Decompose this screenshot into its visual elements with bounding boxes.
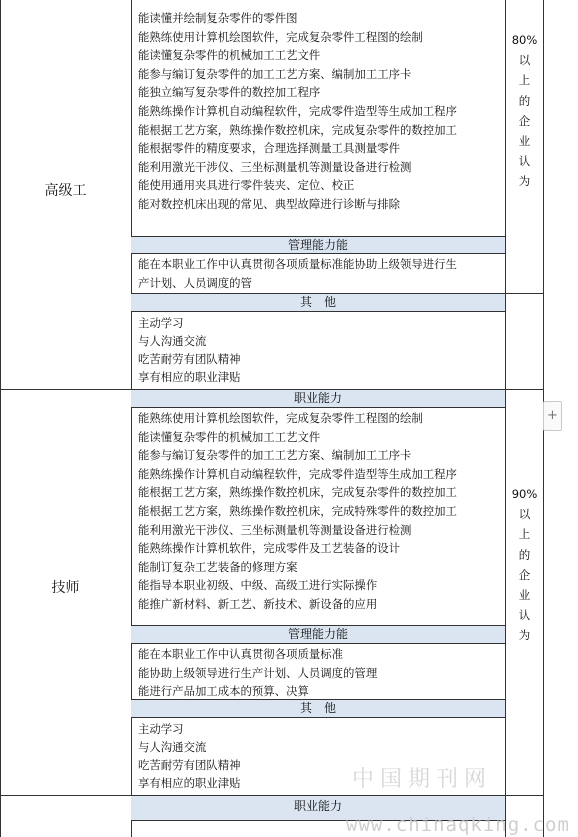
percent-char: 业 [518,588,531,603]
other-item: 主动学习 [138,316,184,330]
row-divider [131,311,505,312]
other-item: 吃苦耐劳有团队精神 [138,758,241,772]
mgmt-section-title: 管理能力能 [287,627,348,641]
other-item: 享有相应的职业津贴 [138,370,241,384]
senior-percent-note [506,30,543,192]
skill-item: 能根据零件的精度要求，合理选择测量工具测量零件 [138,141,400,156]
level-label-senior: 高级工 [44,183,87,199]
skill-item: 能熟练操作计算机自动编程软件，完成零件造型等生成加工程序 [138,103,457,118]
skill-item: 能熟练操作计算机自动编程软件，完成零件造型等生成加工程序 [138,466,457,481]
other-item: 与人沟通交流 [138,334,207,348]
watermark-text: 中国期刊网 [352,767,493,792]
percent-char: 认 [518,608,531,623]
skill-item: 能熟练使用计算机绘图软件，完成复杂零件工程图的绘制 [138,29,423,44]
senior-skill-list [138,9,457,214]
add-button[interactable]: + [543,401,562,431]
skill-item: 能根据工艺方案，熟练操作数控机床，完成特殊零件的数控加工 [138,503,457,518]
mgmt-item: 能进行产品加工成本的预算、决算 [138,684,309,699]
skill-item: 能读懂复杂零件的机械加工工艺文件 [138,48,321,63]
percent-char: 企 [518,567,531,582]
percent-value: 90% [511,487,538,501]
technician-percent-note [506,484,543,646]
skill-item: 能参与编订复杂零件的加工工艺方案、编制加工工序卡 [138,66,412,81]
skill-item: 能利用激光干涉仪、三坐标测量机等测量设备进行检测 [138,522,412,537]
mgmt-item: 能在本职业工作中认真贯彻各项质量标准 [138,647,344,661]
skill-item: 能独立编写复杂零件的数控加工程序 [138,85,321,100]
percent-char: 以 [518,53,531,68]
prof-section-title: 职业能力 [293,391,342,405]
mgmt-item: 能在本职业工作中认真贯彻各项质量标准能协助上级领导进行生 [138,257,457,271]
skill-item: 能根据工艺方案，熟练操作数控机床，完成复杂零件的数控加工 [138,122,457,137]
percent-char: 业 [518,134,531,149]
percent-char: 为 [518,174,531,189]
skill-item: 能参与编订复杂零件的加工工艺方案、编制加工工序卡 [138,448,412,463]
senior-mgmt-list [138,255,457,292]
percent-char: 的 [518,547,531,562]
percent-char: 以 [518,507,531,522]
mgmt-item: 能协助上级领导进行生产计划、人员调度的管理 [138,665,378,680]
prof-section-title: 职业能力 [293,799,342,813]
skill-item: 能利用激光干涉仪、三坐标测量机等测量设备进行检测 [138,159,412,174]
row-divider [131,253,505,254]
skill-item: 能制订复杂工艺装备的修理方案 [138,559,298,574]
row-divider [131,643,505,644]
level-label-technician: 技师 [51,580,80,596]
other-item: 吃苦耐劳有团队精神 [138,352,241,366]
other-section-title: 其 他 [299,701,336,715]
row-divider [131,407,505,408]
skill-item: 能读懂复杂零件的机械加工工艺文件 [138,429,321,444]
other-section-title: 其 他 [299,295,336,309]
skill-item: 能根据工艺方案，熟练操作数控机床，完成复杂零件的数控加工 [138,485,457,500]
skill-item: 能推广新材料、新工艺、新技术、新设备的应用 [138,596,378,611]
percent-char: 认 [518,154,531,169]
percent-char: 上 [518,527,531,542]
skill-item: 能读懂并绘制复杂零件的零件图 [138,11,298,25]
senior-other-list [138,314,241,386]
other-item: 主动学习 [138,722,184,736]
percent-char: 的 [518,93,531,108]
mgmt-item: 产计划、人员调度的管 [138,275,252,290]
row-divider [131,717,505,718]
technician-skill-list [138,409,457,614]
row-divider [0,795,544,796]
other-item: 享有相应的职业津贴 [138,776,241,790]
skill-item: 能指导本职业初级、中级、高级工进行实际操作 [138,578,378,593]
watermark-url: www.chinaqking.com [346,814,570,836]
percent-value: 80% [511,33,538,47]
other-item: 与人沟通交流 [138,740,207,754]
table-border-left [0,0,1,837]
skill-item: 能使用通用夹具进行零件装夹、定位、校正 [138,178,355,193]
skill-item: 能熟练使用计算机绘图软件，完成复杂零件工程图的绘制 [138,411,423,425]
percent-char: 为 [518,628,531,643]
technician-mgmt-list [138,645,377,701]
percent-char: 上 [518,73,531,88]
skill-item: 能熟练操作计算机软件，完成零件及工艺装备的设计 [138,541,400,556]
percent-char: 企 [518,113,531,128]
technician-other-list [138,720,241,792]
skill-item: 能对数控机床出现的常见、典型故障进行诊断与排除 [138,196,400,211]
mgmt-section-title: 管理能力能 [287,238,348,252]
